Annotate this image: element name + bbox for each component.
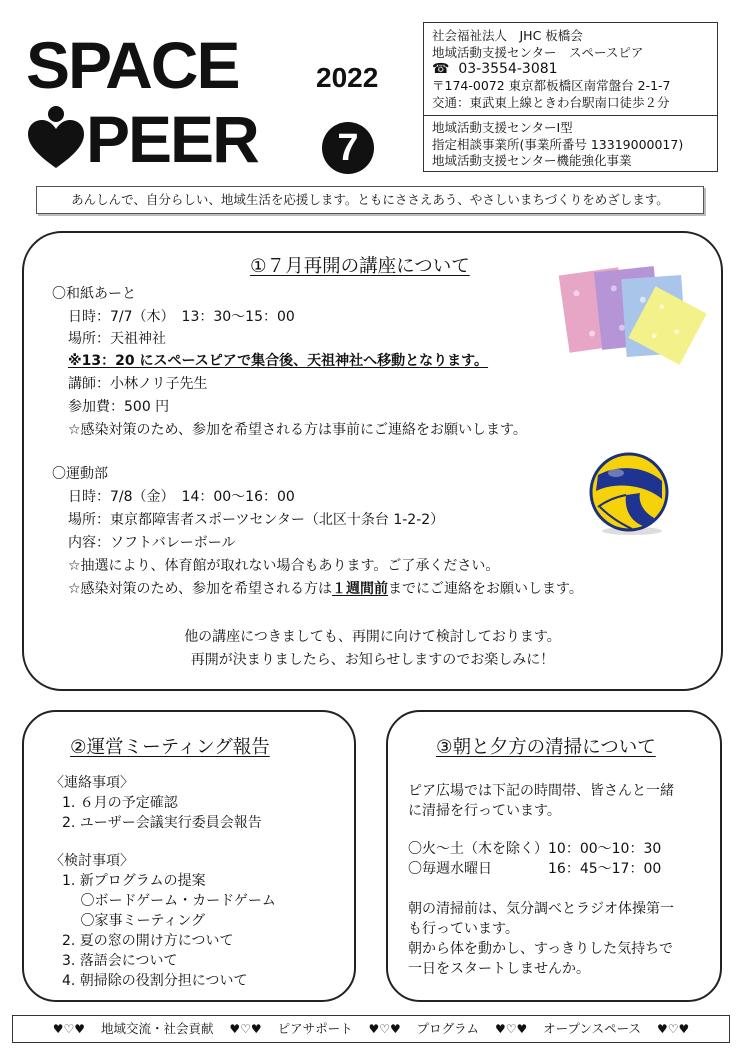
washi-meeting-notice: ※13：20 にスペースピアで集合後、天祖神社へ移動となります。 xyxy=(68,353,489,369)
org-service: 地域活動支援センターⅠ型 xyxy=(432,120,573,135)
section-lectures xyxy=(22,231,723,691)
section-lectures-title: ①７月再開の講座について xyxy=(250,256,470,277)
org-center-name: 地域活動支援センター スペースピア xyxy=(432,44,644,60)
org-address: 〒174-0072 東京都板橋区南常盤台 2-1-7 xyxy=(432,78,671,93)
section-meeting-report xyxy=(22,710,356,1002)
sports-content: 内容：ソフトバレーボール xyxy=(68,535,236,551)
contact-item: 1. ６月の予定確認 xyxy=(62,795,178,811)
cleaning-body-line3: 朝から体を動かし、すっきりした気持ちで xyxy=(408,941,674,957)
section-meeting-report-title: ②運営ミーティング報告 xyxy=(70,737,270,758)
footer-item: プログラム xyxy=(416,1021,480,1036)
cleaning-schedule-line2: 〇毎週水曜日 16：45〜17：00 xyxy=(408,861,662,877)
org-access: 交通：東武東上線ときわ台駅南口徒歩２分 xyxy=(432,94,670,110)
contact-item: 2. ユーザー会議実行委員会報告 xyxy=(62,815,262,831)
heart-person-logo-icon xyxy=(26,104,86,172)
org-corporation: 社会福祉法人 JHC 板橋会 xyxy=(432,28,583,43)
sports-covid-suffix: までにご連絡をお願いします。 xyxy=(388,581,583,597)
sports-place: 場所：東京都障害者スポーツセンター（北区十条台 1-2-2） xyxy=(68,512,445,528)
heart-icon: ♥♡♥ xyxy=(494,1022,528,1036)
review-item: 4. 朝掃除の役割分担について xyxy=(62,973,248,989)
sports-covid-note xyxy=(68,578,583,601)
masthead-year: 2022 xyxy=(316,62,379,93)
cleaning-intro-line1: ピア広場では下記の時間帯、皆さんと一緒 xyxy=(408,783,674,799)
issue-number-badge: 7 xyxy=(322,122,374,174)
motto-banner: あんしんで、自分らしい、地域生活を応援します。ともにささえあう、やさしいまちづくりをめざします。 xyxy=(36,186,704,214)
review-item: 〇ボードゲーム・カードゲーム xyxy=(62,893,276,909)
heart-icon: ♥♡♥ xyxy=(368,1022,401,1036)
contact-heading: 〈連絡事項〉 xyxy=(50,775,134,791)
org-phone: 03-3554-3081 xyxy=(458,61,558,77)
org-service: 指定相談事業所(事業所番号 13319000017) xyxy=(432,136,684,152)
cleaning-schedule-line1: 〇火〜土（木を除く）10：00〜10：30 xyxy=(408,841,662,857)
washi-fee: 参加費：500 円 xyxy=(68,399,170,415)
washi-place: 場所：天祖神社 xyxy=(68,331,166,347)
lectures-closing-line1: 他の講座につきましても、再開に向けて検討しております。 xyxy=(184,629,561,645)
cleaning-intro-line2: に清掃を行っています。 xyxy=(408,803,561,819)
org-phone-line xyxy=(432,61,709,78)
washi-heading: 〇和紙あーと xyxy=(52,286,136,302)
washi-datetime: 日時：7/7（木） 13：30〜15：00 xyxy=(68,309,295,325)
washi-paper-illustration xyxy=(546,263,706,368)
phone-icon: ☎ xyxy=(432,61,450,77)
review-item: 〇家事ミーティング xyxy=(62,913,206,929)
organization-info xyxy=(423,22,718,172)
organization-contact xyxy=(424,23,717,116)
sports-covid-prefix: ☆感染対策のため、参加を希望される方は xyxy=(68,581,332,597)
footer-banner xyxy=(12,1015,730,1043)
heart-icon: ♥♡♥ xyxy=(656,1022,690,1036)
review-heading: 〈検討事項〉 xyxy=(50,853,134,869)
footer-item: オープンスペース xyxy=(543,1021,642,1036)
lectures-closing-line2: 再開が決まりましたら、お知らせしますのでお楽しみに！ xyxy=(190,652,555,668)
footer-item: ピアサポート xyxy=(277,1021,353,1036)
volleyball-illustration xyxy=(586,451,672,537)
sports-datetime: 日時：7/8（金） 14：00〜16：00 xyxy=(68,489,295,505)
organization-services xyxy=(424,116,717,173)
sports-lottery-note: ☆抽選により、体育館が取れない場合もあります。ご了承ください。 xyxy=(68,558,500,574)
masthead xyxy=(26,26,406,176)
section-cleaning xyxy=(386,710,722,1002)
review-item: 3. 落語会について xyxy=(62,953,178,969)
masthead-title-peer: PEER xyxy=(86,102,258,176)
washi-covid-note: ☆感染対策のため、参加を希望される方は事前にご連絡をお願いします。 xyxy=(68,422,527,438)
cleaning-body-line2: も行っています。 xyxy=(408,921,519,937)
sports-heading: 〇運動部 xyxy=(52,466,108,482)
heart-icon: ♥♡♥ xyxy=(229,1022,262,1036)
washi-instructor: 講師：小林ノリ子先生 xyxy=(68,376,208,392)
cleaning-body-line4: 一日をスタートしませんか。 xyxy=(408,961,590,977)
cleaning-body-line1: 朝の清掃前は、気分調べとラジオ体操第一 xyxy=(408,901,674,917)
footer-item: 地域交流・社会貢献 xyxy=(100,1021,214,1036)
org-service: 地域活動支援センター機能強化事業 xyxy=(432,153,632,168)
section-cleaning-title: ③朝と夕方の清掃について xyxy=(436,737,656,758)
review-item: 1. 新プログラムの提案 xyxy=(62,873,206,889)
heart-icon: ♥♡♥ xyxy=(52,1022,86,1036)
masthead-title-space: SPACE xyxy=(26,28,239,102)
sports-covid-emphasis: １週間前 xyxy=(332,581,388,597)
review-item: 2. 夏の窓の開け方について xyxy=(62,933,234,949)
